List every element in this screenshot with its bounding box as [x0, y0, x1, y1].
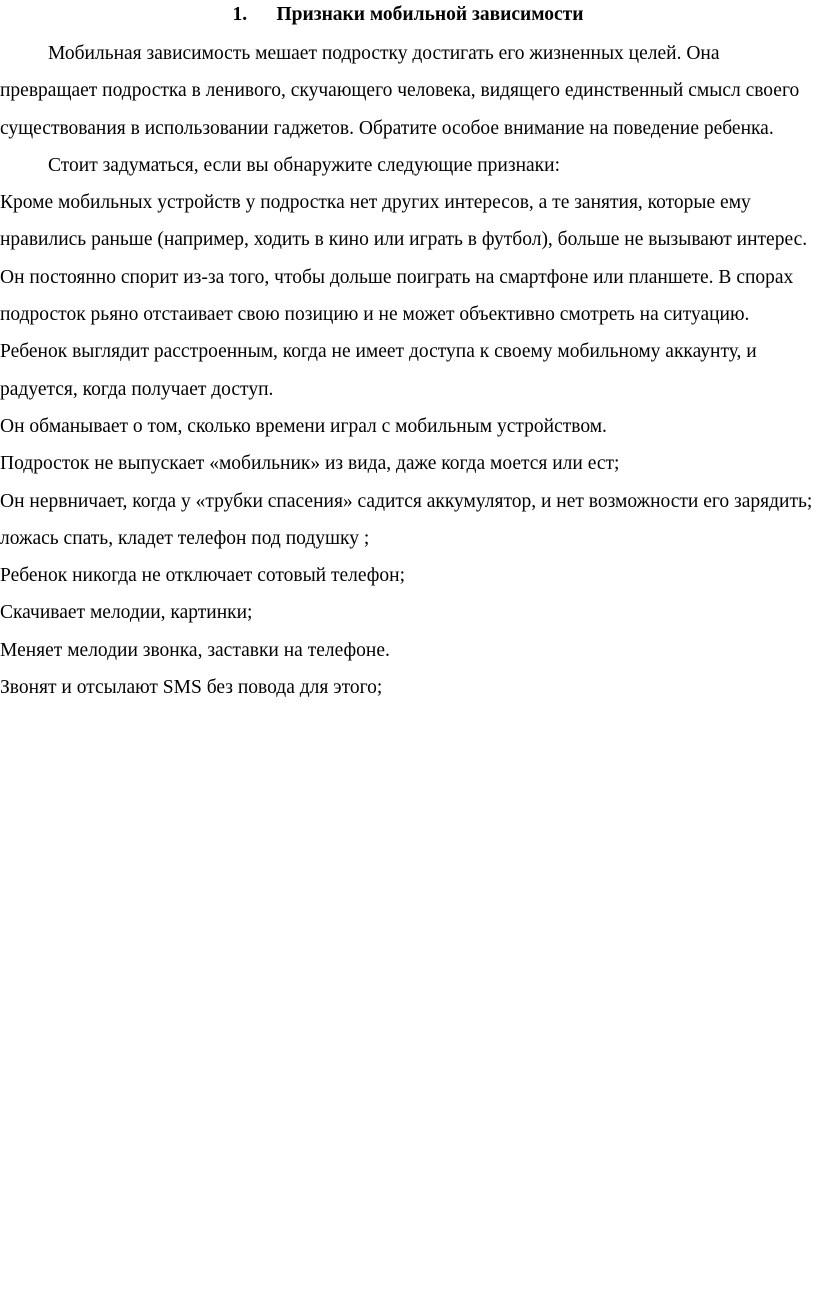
sign-item: Ребенок никогда не отключает сотовый телефон;: [0, 565, 406, 587]
sign-item: Он обманывает о том, сколько времени играл с мобильным устройством.: [0, 415, 607, 437]
document-body: [0, 35, 816, 706]
sign-item: Подросток не выпускает «мобильник» из вида, даже когда моется или ест;: [0, 453, 620, 475]
section-heading: [0, 2, 816, 28]
sign-item: Он нервничает, когда у «трубки спасения» садится аккумулятор, и нет возможности его зарядить;: [0, 490, 813, 512]
sign-item: Ребенок выглядит расстроенным, когда не имеет доступа к своему мобильному аккаунту, и радуется, когда получает доступ.: [0, 341, 757, 400]
intro-paragraph: Мобильная зависимость мешает подростку достигать его жизненных целей. Она превращает подростка в ленивого, скучающего человека, видящего единственный смысл своего существования в использовании гаджетов. Обратите особое внимание на поведение ребенка.: [0, 43, 800, 139]
sign-item: Кроме мобильных устройств у подростка нет других интересов, а те занятия, которые ему нравились раньше (например, ходить в кино или играть в футбол), больше не вызывают интерес.: [0, 192, 808, 251]
sign-item: Звонят и отсылают SMS без повода для этого;: [0, 677, 383, 699]
sign-item: ложась спать, кладет телефон под подушку ;: [0, 527, 370, 549]
signs-lead-paragraph: Стоит задуматься, если вы обнаружите следующие признаки:: [48, 154, 560, 176]
sign-item: Скачивает мелодии, картинки;: [0, 602, 253, 624]
heading-number: 1.: [232, 4, 248, 25]
sign-item: Он постоянно спорит из-за того, чтобы дольше поиграть на смартфоне или планшете. В спорах подросток рьяно отстаивает свою позицию и не может объективно смотреть на ситуацию.: [0, 266, 794, 326]
sign-item: Меняет мелодии звонка, заставки на телефоне.: [0, 639, 390, 661]
heading-title: Признаки мобильной зависимости: [276, 4, 584, 25]
